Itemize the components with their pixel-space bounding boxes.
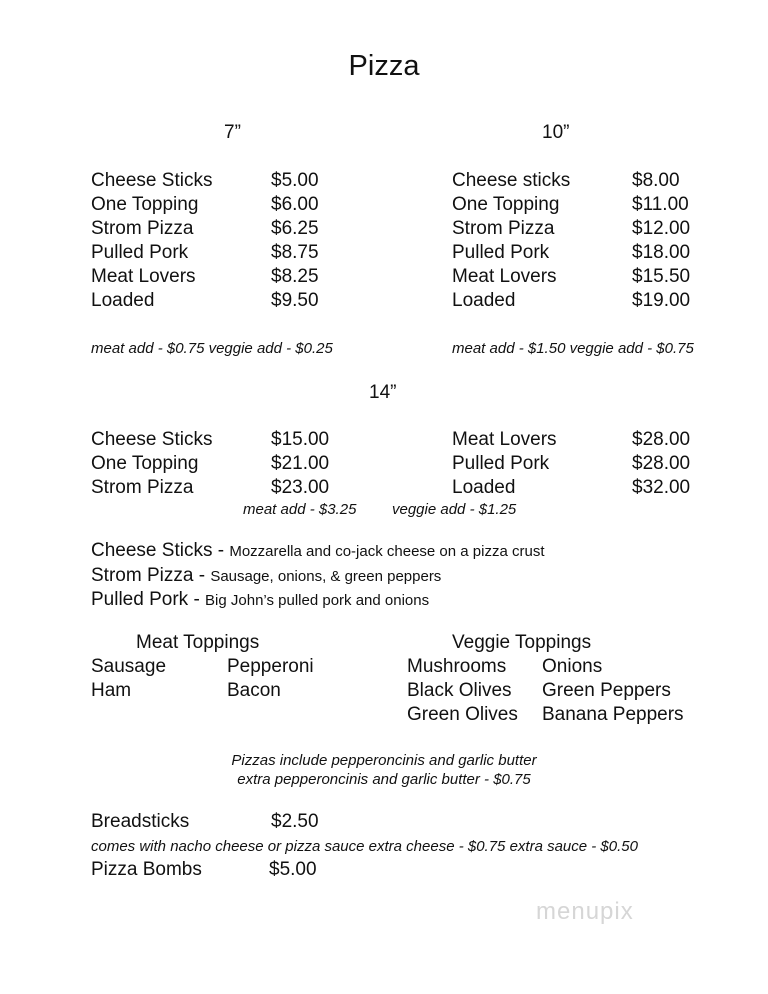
item-price: $32.00: [632, 477, 691, 498]
item-name: One Topping: [452, 194, 560, 215]
item-price: $21.00: [271, 453, 330, 474]
addon-note-10: meat add - $1.50 veggie add - $0.75: [452, 340, 694, 357]
veggie-toppings-heading: Veggie Toppings: [452, 632, 592, 653]
topping-item: Pepperoni: [227, 656, 314, 677]
item-price: $15.00: [271, 429, 330, 450]
item-name: Pulled Pork: [91, 242, 189, 263]
item-name: Loaded: [452, 290, 516, 311]
item-name: Cheese sticks: [452, 170, 571, 191]
description-strom-pizza: [91, 565, 441, 587]
size-heading-10: 10”: [542, 122, 570, 143]
item-name: Loaded: [91, 290, 155, 311]
description-pulled-pork: [91, 589, 429, 611]
description-cheese-sticks: [91, 540, 544, 562]
topping-item: Green Olives: [407, 704, 518, 725]
item-name: Loaded: [452, 477, 516, 498]
description-text: Big John’s pulled pork and onions: [205, 592, 430, 609]
topping-item: Sausage: [91, 656, 167, 677]
item-price: $28.00: [632, 453, 691, 474]
topping-item: Onions: [542, 656, 603, 677]
item-price: $23.00: [271, 477, 330, 498]
topping-item: Banana Peppers: [542, 704, 684, 725]
item-price: $6.25: [271, 218, 319, 239]
topping-item: Green Peppers: [542, 680, 671, 701]
item-price: $8.00: [632, 170, 680, 191]
description-text: Mozzarella and co-jack cheese on a pizza crust: [229, 543, 545, 560]
item-name: One Topping: [91, 453, 199, 474]
item-name: Strom Pizza: [91, 218, 194, 239]
meat-addon-note-14: meat add - $3.25: [243, 501, 357, 518]
description-text: Sausage, onions, & green peppers: [210, 568, 442, 585]
page-title: Pizza: [348, 50, 420, 82]
pizza-bombs-price: $5.00: [269, 859, 317, 880]
item-name: Strom Pizza: [91, 477, 194, 498]
item-price: $15.50: [632, 266, 691, 287]
veggie-addon-note-14: veggie add - $1.25: [392, 501, 517, 518]
item-price: $28.00: [632, 429, 691, 450]
topping-item: Ham: [91, 680, 132, 701]
item-price: $5.00: [271, 170, 319, 191]
includes-note-line1: Pizzas include pepperoncinis and garlic butter: [231, 752, 537, 769]
topping-item: Mushrooms: [407, 656, 507, 677]
item-name: Pulled Pork: [452, 242, 550, 263]
includes-note-line2: extra pepperoncinis and garlic butter - $0.75: [237, 771, 531, 788]
item-name: One Topping: [91, 194, 199, 215]
item-name: Cheese Sticks: [91, 429, 213, 450]
item-price: $8.25: [271, 266, 319, 287]
size-heading-7: 7”: [224, 122, 241, 143]
item-name: Pulled Pork: [452, 453, 550, 474]
item-name: Meat Lovers: [452, 429, 557, 450]
topping-item: Bacon: [227, 680, 281, 701]
item-name: Cheese Sticks: [91, 170, 213, 191]
breadsticks-name: Breadsticks: [91, 811, 190, 832]
meat-toppings-heading: Meat Toppings: [136, 632, 260, 653]
size-heading-14: 14”: [369, 382, 397, 403]
item-name: Meat Lovers: [452, 266, 557, 287]
item-name: Strom Pizza: [452, 218, 555, 239]
item-price: $11.00: [632, 194, 689, 215]
description-name: Pulled Pork -: [91, 589, 206, 610]
addon-note-7: meat add - $0.75 veggie add - $0.25: [91, 340, 333, 357]
description-name: Cheese Sticks -: [91, 540, 230, 561]
item-price: $12.00: [632, 218, 691, 239]
menupix-watermark: menupix: [536, 898, 634, 925]
pizza-bombs-name: Pizza Bombs: [91, 859, 202, 880]
item-price: $19.00: [632, 290, 691, 311]
item-price: $9.50: [271, 290, 319, 311]
item-price: $18.00: [632, 242, 691, 263]
item-price: $8.75: [271, 242, 319, 263]
item-price: $6.00: [271, 194, 319, 215]
breadsticks-price: $2.50: [271, 811, 319, 832]
description-name: Strom Pizza -: [91, 565, 211, 586]
breadsticks-note: comes with nacho cheese or pizza sauce extra cheese - $0.75 extra sauce - $0.50: [91, 838, 638, 855]
topping-item: Black Olives: [407, 680, 512, 701]
item-name: Meat Lovers: [91, 266, 196, 287]
